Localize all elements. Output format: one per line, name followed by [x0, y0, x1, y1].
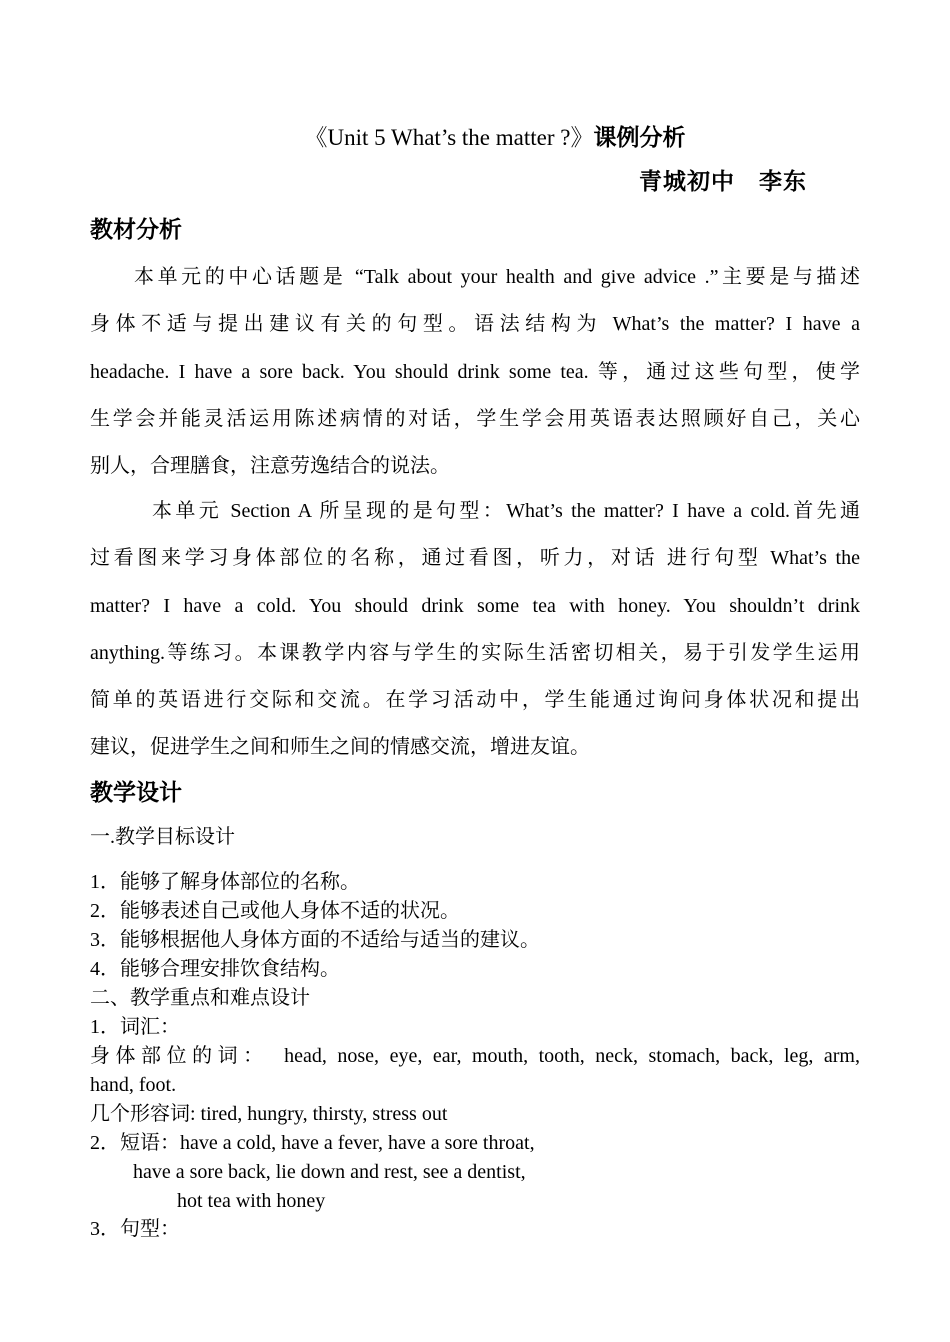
goal-item-4: 4．能够合理安排饮食结构。 [90, 958, 340, 980]
p1-line-2: 身体不适与提出建议有关的句型。语法结构为 What’s the matter? I have a [90, 313, 860, 336]
section-heading-analysis: 教材分析 [90, 217, 182, 242]
vocab-heading: 1．词汇： [90, 1016, 180, 1038]
p2-line-4: anything.等练习。本课教学内容与学生的实际生活密切相关，易于引发学生运用 [90, 641, 860, 664]
paragraph-1 [90, 254, 860, 490]
p2-line-1: 本单元 Section A 所呈现的是句型：What’s the matter? I have a cold.首先通 [152, 500, 860, 522]
p2-line-6: 建议，促进学生之间和师生之间的情感交流，增进友谊。 [90, 736, 590, 759]
title-prefix: 《Unit 5 What’s the matter ?》 [304, 125, 594, 150]
author-line: 青城初中 李东 [639, 169, 807, 194]
phrases-line-3: hot tea with honey [177, 1190, 326, 1212]
p1-line-4: 生学会并能灵活运用陈述病情的对话，学生学会用英语表达照顾好自己，关心 [90, 407, 860, 430]
phrases-line-2: have a sore back, lie down and rest, see a dentist, [133, 1161, 526, 1183]
p1-line-1: 本单元的中心话题是 “Talk about your health and give advice .”主要是与描述 [134, 266, 860, 288]
p1-line-5: 别人，合理膳食，注意劳逸结合的说法。 [90, 455, 450, 478]
goal-item-3: 3．能够根据他人身体方面的不适给与适当的建议。 [90, 929, 540, 951]
phrases-line-1: 2．短语：have a cold, have a fever, have a sore throat, [90, 1132, 535, 1154]
paragraph-2 [90, 488, 860, 772]
sentence-pattern-heading: 3．句型： [90, 1218, 180, 1240]
goal-item-1: 1．能够了解身体部位的名称。 [90, 871, 360, 893]
section-heading-design: 教学设计 [90, 780, 182, 805]
body-parts-line-1: 身体部位的词： head, nose, eye, ear, mouth, tooth, neck, stomach, back, leg, arm, [90, 1045, 860, 1067]
document-title [0, 122, 950, 154]
key-points-heading: 二、教学重点和难点设计 [90, 987, 310, 1009]
p2-line-2: 过看图来学习身体部位的名称，通过看图，听力，对话 进行句型 What’s the [90, 547, 860, 570]
p2-line-3: matter? I have a cold. You should drink some tea with honey. You shouldn’t drink [90, 594, 860, 617]
adjectives-line: 几个形容词: tired, hungry, thirsty, stress out [90, 1103, 448, 1125]
body-parts-line-2: hand, foot. [90, 1074, 177, 1096]
p1-line-3: headache. I have a sore back. You should drink some tea. 等，通过这些句型，使学 [90, 360, 860, 383]
goals-heading: 一.教学目标设计 [90, 826, 235, 848]
goal-item-2: 2．能够表述自己或他人身体不适的状况。 [90, 900, 460, 922]
p2-line-5: 简单的英语进行交际和交流。在学习活动中，学生能通过询问身体状况和提出 [90, 689, 860, 712]
title-suffix: 课例分析 [593, 125, 686, 150]
